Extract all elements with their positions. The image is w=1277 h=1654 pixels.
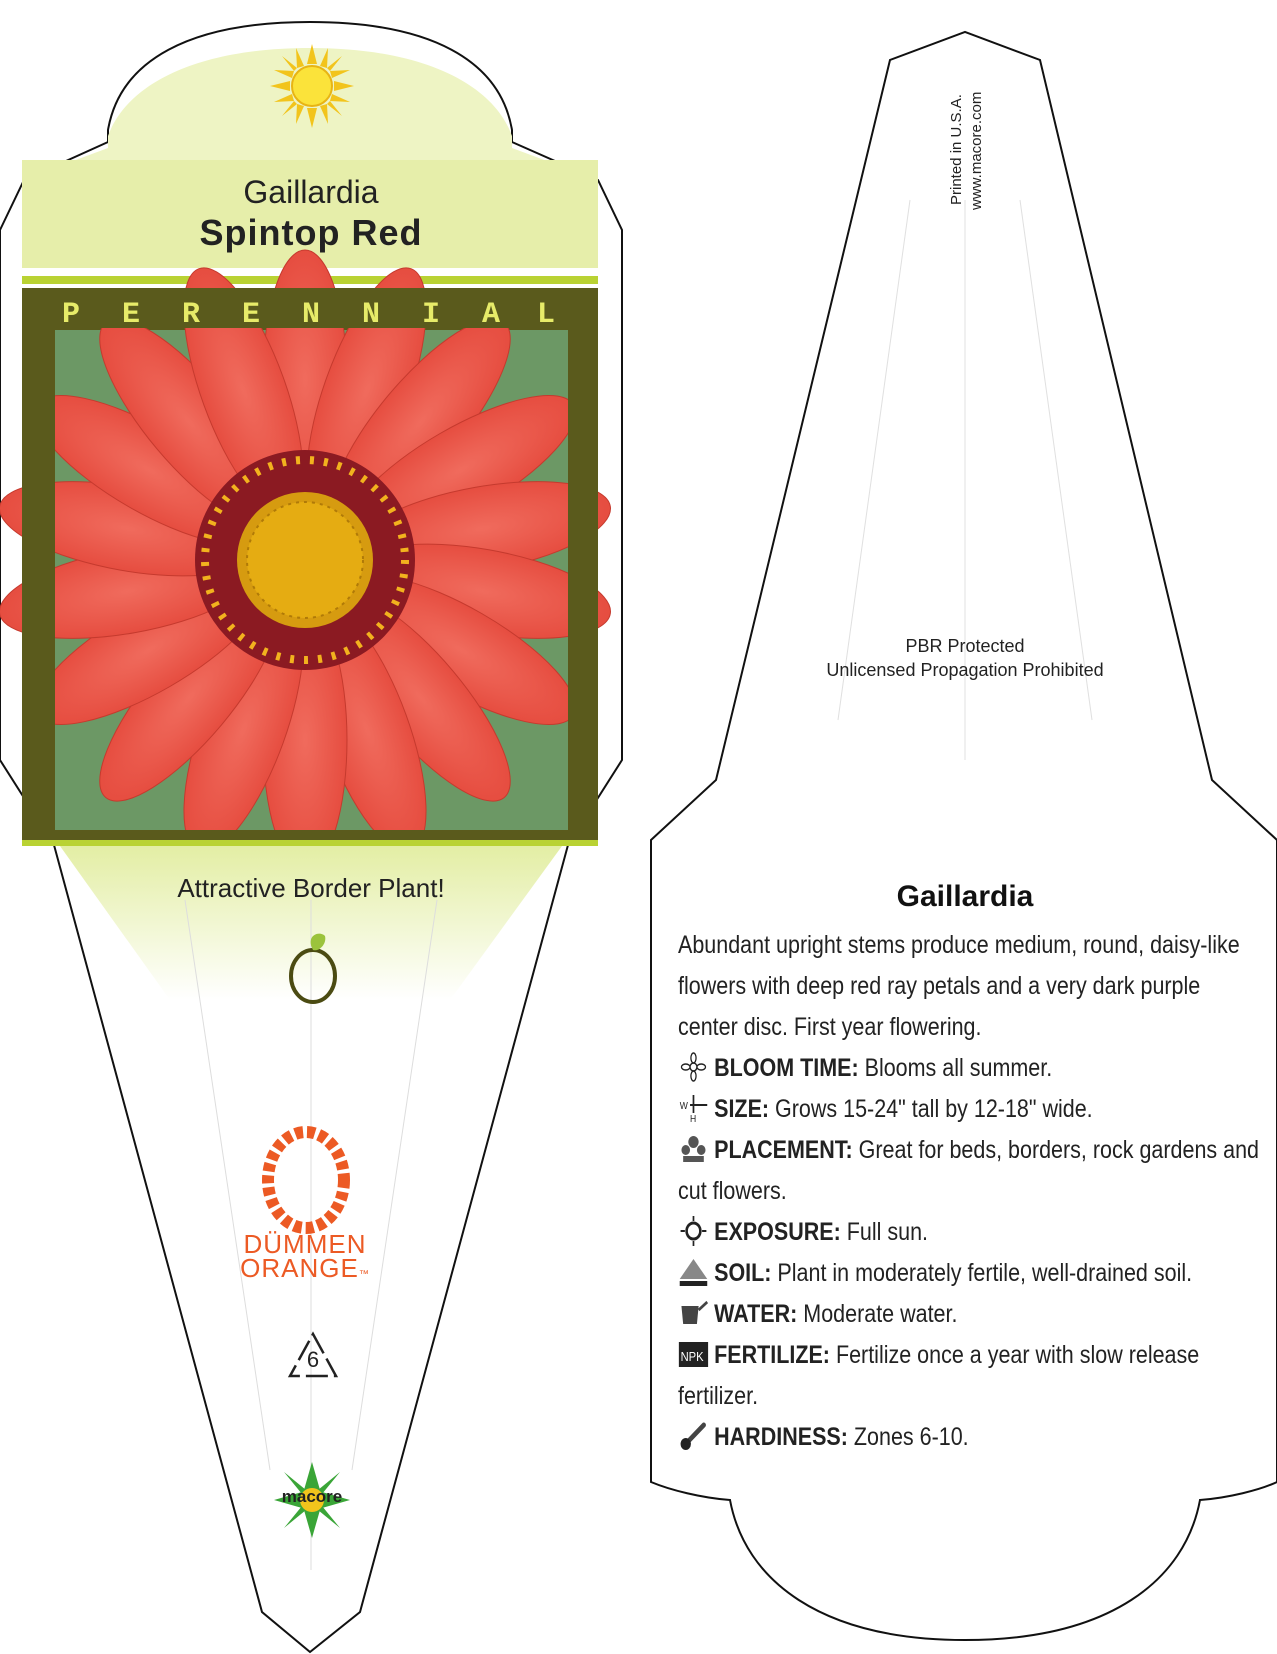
flower-icon [678, 1052, 709, 1082]
dummen-orange-logo-icon [258, 1125, 354, 1235]
printer-logo-text: macore [281, 1487, 343, 1506]
thermometer-icon [678, 1421, 709, 1451]
pbr-notice: PBR Protected Unlicensed Propagation Prohibited [826, 636, 1104, 680]
bloom-time-row: BLOOM TIME: Blooms all summer. [678, 1048, 1263, 1089]
soil-row: SOIL: Plant in moderately fertile, well-drained soil. [678, 1253, 1263, 1294]
plant-genus: Gaillardia [243, 174, 379, 210]
sun-icon [270, 44, 354, 128]
placement-icon [678, 1134, 709, 1164]
size-icon [678, 1093, 709, 1123]
sun-outline-icon [678, 1216, 709, 1246]
tagline: Attractive Border Plant! [177, 873, 445, 903]
soil-icon [678, 1257, 709, 1287]
svg-text:W: W [679, 1100, 688, 1112]
fertilize-row: NPK FERTILIZE: Fertilize once a year with slow release fertilizer. [678, 1341, 1200, 1410]
plant-variety: Spintop Red [199, 212, 423, 253]
exposure-row: EXPOSURE: Full sun. [678, 1212, 1263, 1253]
water-row: WATER: Moderate water. [678, 1294, 1263, 1335]
description: Abundant upright stems produce medium, round, daisy-like flowers with deep red ray petals and a very dark purple center disc. First year flowering. [678, 931, 1240, 1041]
recycle-code: 6 [306, 1347, 320, 1372]
placement-row: PLACEMENT: Great for beds, borders, rock gardens and cut flowers. [678, 1136, 1260, 1205]
svg-text:NPK: NPK [680, 1349, 704, 1365]
watering-can-icon [678, 1298, 709, 1328]
seed-logo-icon [285, 930, 341, 1006]
care-info [678, 925, 1263, 1458]
brand-name: DÜMMEN ORANGE™ [240, 1229, 370, 1283]
back-title: Gaillardia [896, 880, 1034, 913]
npk-icon [678, 1339, 709, 1369]
hardiness-row: HARDINESS: Zones 6-10. [678, 1417, 1263, 1458]
size-row: W H SIZE: Grows 15-24" tall by 12-18" wide. [679, 1095, 1093, 1123]
flower-photo [0, 250, 618, 870]
svg-text:H: H [690, 1113, 697, 1123]
